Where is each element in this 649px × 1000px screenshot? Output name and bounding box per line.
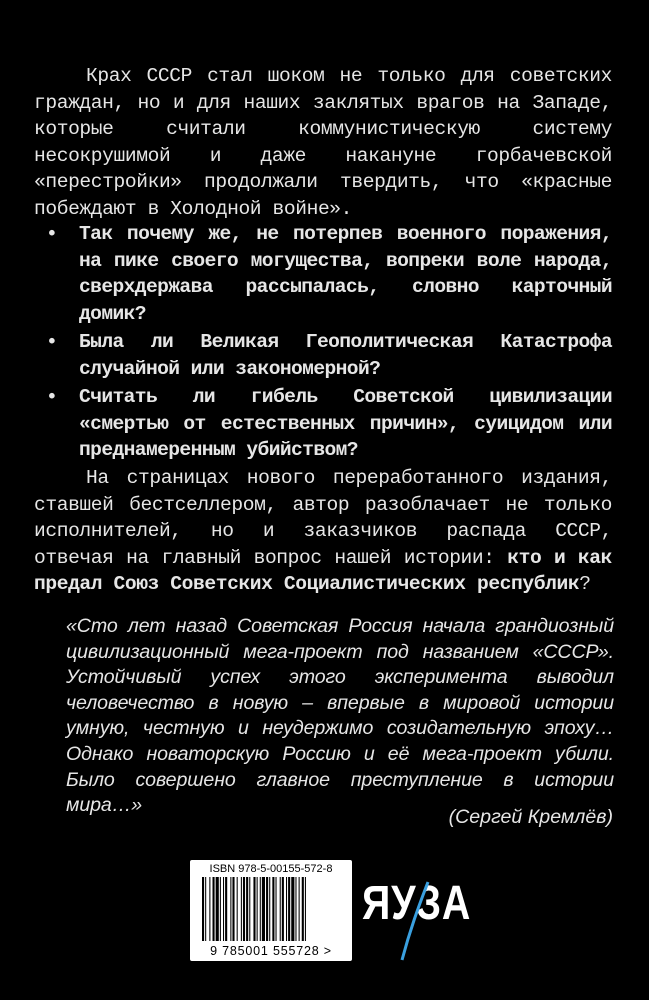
key-question: кто и как предал Союз Советских Социалистических республик bbox=[34, 546, 612, 595]
bullet-icon: • bbox=[46, 386, 58, 408]
barcode-icon bbox=[200, 877, 342, 941]
body-paragraph: На страницах нового переработанного издания, ставшей бестселлером, автор разоблачает не только исполнителей, но и заказчиков распада СССР, отвечая на главный вопрос нашей истории: кто и как предал Союз Советских Социалистических республик? bbox=[34, 467, 612, 595]
question-item: • Так почему же, не потерпев военного поражения, на пике своего могущества, вопреки воле народа, сверхдержава рассыпалась, словно карточный домик? bbox=[46, 223, 612, 325]
author-quote: «Сто лет назад Советская Россия начала грандиозный цивилизационный мега-проект под названием «СССР». Устойчивый успех этого эксперимента выводил человечество в новую – впервые в мировой истории умную, честную и неудержимо созидательную эпоху… Однако новаторскую Россию и её мега-проект убили. Было совершено главное преступление в истории мира…» bbox=[66, 615, 614, 817]
isbn-number: ISBN 978-5-00155-572-8 bbox=[209, 863, 333, 875]
question-item: • Считать ли гибель Советской цивилизации «смертью от естественных причин», суицидом или преднамеренным убийством? bbox=[46, 386, 612, 461]
intro-paragraph: Крах СССР стал шоком не только для советских граждан, но и для наших заклятых врагов на Западе, которые считали коммунистическую систему несокрушимой и даже накануне горбачевской «перестройки» продолжали твердить, что «красные побеждают в Холодной войне». bbox=[34, 65, 612, 220]
logo-swoosh-icon bbox=[362, 868, 454, 964]
question-list bbox=[34, 221, 612, 466]
publisher-logo-text: ЯУЗА bbox=[362, 877, 472, 930]
barcode-digits: 9 785001 555728 > bbox=[210, 944, 332, 958]
question-item: • Была ли Великая Геополитическая Катастрофа случайной или закономерной? bbox=[46, 331, 612, 380]
publisher-logo bbox=[362, 868, 472, 964]
isbn-barcode bbox=[190, 860, 352, 961]
bullet-icon: • bbox=[46, 223, 58, 245]
bullet-icon: • bbox=[46, 331, 58, 353]
quote-author: (Сергей Кремлёв) bbox=[448, 806, 613, 828]
